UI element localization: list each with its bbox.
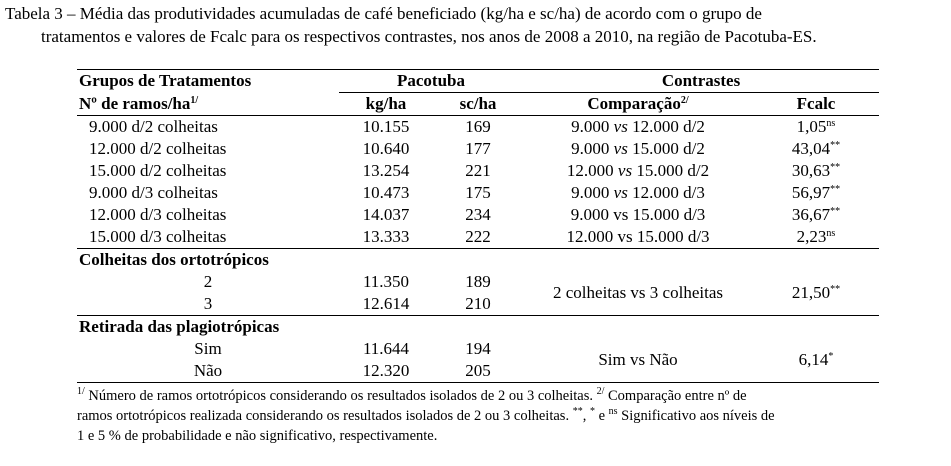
scha-value: 194 bbox=[465, 339, 491, 358]
comparison-vs: vs bbox=[617, 161, 633, 180]
fcalc-cell bbox=[753, 204, 879, 226]
significance-mark: ** bbox=[830, 184, 841, 195]
footnote-sep: , bbox=[582, 408, 590, 424]
fcalc-cell bbox=[753, 182, 879, 204]
header-contrastes: Contrastes bbox=[523, 70, 879, 93]
kgha-value: 12.320 bbox=[339, 360, 433, 383]
kgha-value: 11.644 bbox=[362, 339, 410, 358]
kgha-value: 10.640 bbox=[362, 139, 410, 158]
comparison-a: 9.000 bbox=[570, 205, 609, 224]
caption-line-1: Tabela 3 – Média das produtividades acumuladas de café beneficiado (kg/ha e sc/ha) de acordo com o grupo de bbox=[5, 4, 762, 23]
significance-mark: ** bbox=[830, 162, 841, 173]
group-title-plagiotropicas: Retirada das plagiotrópicas bbox=[77, 316, 339, 339]
results-table-container bbox=[77, 69, 879, 383]
comparison-vs: vs bbox=[617, 227, 633, 246]
comparison-a: 9.000 bbox=[571, 139, 610, 158]
significance-mark: * bbox=[828, 351, 834, 362]
comparison-vs: vs bbox=[613, 117, 628, 136]
plagiotropicas-label: Não bbox=[77, 360, 339, 383]
treatment-label: 9.000 d/3 colheitas bbox=[89, 183, 218, 202]
kgha-value: 10.473 bbox=[362, 183, 410, 202]
comparison-b: 15.000 d/2 bbox=[636, 161, 710, 180]
scha-value: 210 bbox=[465, 294, 491, 313]
fcalc-value: 30,63 bbox=[791, 161, 831, 180]
empty-cell bbox=[339, 316, 433, 339]
scha-value: 205 bbox=[433, 360, 523, 383]
kgha-value: 14.037 bbox=[362, 205, 410, 224]
comparison-cell: Sim vs Não bbox=[523, 338, 753, 383]
results-table bbox=[77, 69, 879, 383]
footnote-and: e bbox=[594, 408, 609, 424]
footnote-text-3: ramos ortotrópicos realizada considerando os resultados isolados de 2 ou 3 colheitas. bbox=[77, 408, 573, 424]
fcalc-value: 21,50 bbox=[791, 283, 831, 302]
ortotropicos-label: 2 bbox=[203, 272, 213, 291]
comparison-b: 15.000 d/2 bbox=[632, 139, 705, 158]
treatment-row bbox=[77, 116, 879, 139]
footnote-mark-ns: ns bbox=[608, 406, 618, 417]
comparison-cell bbox=[523, 160, 753, 182]
significance-mark: ns bbox=[826, 228, 836, 239]
significance-mark: ** bbox=[830, 206, 841, 217]
header-pacotuba: Pacotuba bbox=[339, 70, 523, 93]
scha-value: 177 bbox=[465, 139, 491, 158]
table-footnote bbox=[77, 386, 881, 446]
comparison-b: 12.000 d/2 bbox=[632, 117, 705, 136]
fcalc-cell bbox=[753, 116, 879, 139]
header-scha: sc/ha bbox=[433, 93, 523, 116]
treatment-label: 9.000 d/2 colheitas bbox=[89, 117, 218, 136]
footnote-line-1 bbox=[77, 386, 881, 406]
empty-cell bbox=[753, 249, 879, 272]
scha-value: 221 bbox=[465, 161, 491, 180]
header-row-2 bbox=[77, 93, 879, 116]
group-row-ortotropicos bbox=[77, 249, 879, 272]
kgha-value: 13.254 bbox=[362, 161, 410, 180]
empty-cell bbox=[523, 316, 753, 339]
significance-mark: ** bbox=[830, 284, 841, 295]
comparison-cell bbox=[523, 182, 753, 204]
comparison-cell bbox=[523, 204, 753, 226]
comparison-a: 12.000 bbox=[566, 161, 614, 180]
comparison-a: 9.000 bbox=[571, 183, 610, 202]
group-title-ortotropicos: Colheitas dos ortotrópicos bbox=[77, 249, 339, 272]
fcalc-value: 56,97 bbox=[791, 183, 831, 202]
fcalc-value: 1,05 bbox=[796, 117, 827, 136]
footnote-line-2 bbox=[77, 406, 881, 426]
comparison-cell bbox=[523, 138, 753, 160]
treatment-row bbox=[77, 226, 879, 249]
treatment-label: 12.000 d/3 colheitas bbox=[89, 205, 227, 224]
header-ramos-text: Nº de ramos/ha bbox=[79, 93, 191, 113]
scha-value: 222 bbox=[465, 227, 491, 246]
comparison-a: 12.000 bbox=[566, 227, 614, 246]
footnote-text-4: Significativo aos níveis de bbox=[617, 408, 775, 424]
significance-mark: ns bbox=[826, 118, 836, 129]
treatment-label: 15.000 d/3 colheitas bbox=[89, 227, 227, 246]
footnote-ref-1: 1/ bbox=[190, 94, 199, 106]
footnote-ref-2: 2/ bbox=[680, 95, 689, 106]
comparison-b: 12.000 d/3 bbox=[632, 183, 705, 202]
fcalc-cell bbox=[753, 271, 879, 316]
comparison-cell bbox=[523, 116, 753, 139]
footnote-mark-star: * bbox=[589, 406, 595, 417]
comparison-cell: 2 colheitas vs 3 colheitas bbox=[553, 283, 723, 302]
comparison-vs: vs bbox=[613, 139, 628, 158]
scha-value: 175 bbox=[465, 183, 491, 202]
fcalc-value: 43,04 bbox=[791, 139, 831, 158]
fcalc-value: 6,14 bbox=[798, 350, 829, 369]
empty-cell bbox=[339, 249, 433, 272]
comparison-b: 15.000 d/3 bbox=[632, 205, 706, 224]
treatment-row bbox=[77, 160, 879, 182]
ortotropicos-row bbox=[77, 271, 879, 293]
header-comparacao-text: Comparação bbox=[587, 94, 681, 113]
significance-mark: ** bbox=[830, 140, 841, 151]
treatment-row bbox=[77, 182, 879, 204]
comparison-a: 9.000 bbox=[571, 117, 610, 136]
fcalc-value: 36,67 bbox=[791, 205, 831, 224]
treatment-label: 12.000 d/2 colheitas bbox=[89, 139, 227, 158]
footnote-mark-2: 2/ bbox=[596, 386, 605, 397]
comparison-vs: vs bbox=[613, 205, 629, 224]
caption-line-2: tratamentos e valores de Fcalc para os respectivos contrastes, nos anos de 2008 a 2010, na região de Pacotuba-ES. bbox=[41, 27, 817, 46]
kgha-value: 12.614 bbox=[362, 294, 410, 313]
fcalc-cell bbox=[753, 338, 879, 383]
kgha-value: 10.155 bbox=[362, 117, 410, 136]
scha-value: 234 bbox=[465, 205, 491, 224]
scha-value: 189 bbox=[465, 272, 491, 291]
comparison-vs: vs bbox=[613, 183, 628, 202]
comparison-b: 15.000 d/3 bbox=[636, 227, 710, 246]
scha-value: 169 bbox=[465, 117, 491, 136]
kgha-value: 13.333 bbox=[362, 227, 410, 246]
group-row-plagiotropicas bbox=[77, 316, 879, 339]
header-comparacao bbox=[523, 93, 753, 116]
treatment-row bbox=[77, 204, 879, 226]
header-kgha: kg/ha bbox=[339, 93, 433, 116]
empty-cell bbox=[523, 249, 753, 272]
footnote-text-2: Comparação entre nº de bbox=[604, 388, 747, 404]
footnote-line-3: 1 e 5 % de probabilidade e não significativo, respectivamente. bbox=[77, 428, 438, 444]
footnote-text-1: Número de ramos ortotrópicos considerando os resultados isolados de 2 ou 3 colheitas. bbox=[84, 388, 597, 404]
fcalc-value: 2,23 bbox=[796, 227, 827, 246]
kgha-value: 11.350 bbox=[362, 272, 410, 291]
fcalc-cell bbox=[753, 226, 879, 249]
treatment-row bbox=[77, 138, 879, 160]
comparison-cell bbox=[523, 226, 753, 249]
plagiotropicas-row bbox=[77, 338, 879, 360]
plagiotropicas-label: Sim bbox=[194, 339, 222, 358]
footnote-mark-double-star: ** bbox=[572, 406, 583, 417]
header-row-1 bbox=[77, 70, 879, 93]
header-groups: Grupos de Tratamentos bbox=[77, 70, 339, 93]
header-ramos bbox=[77, 93, 339, 116]
empty-cell bbox=[433, 316, 523, 339]
fcalc-cell bbox=[753, 160, 879, 182]
fcalc-cell bbox=[753, 138, 879, 160]
ortotropicos-label: 3 bbox=[203, 294, 213, 313]
header-fcalc: Fcalc bbox=[753, 93, 879, 116]
empty-cell bbox=[433, 249, 523, 272]
footnote-mark-1: 1/ bbox=[77, 386, 85, 397]
empty-cell bbox=[753, 316, 879, 339]
treatment-label: 15.000 d/2 colheitas bbox=[89, 161, 227, 180]
